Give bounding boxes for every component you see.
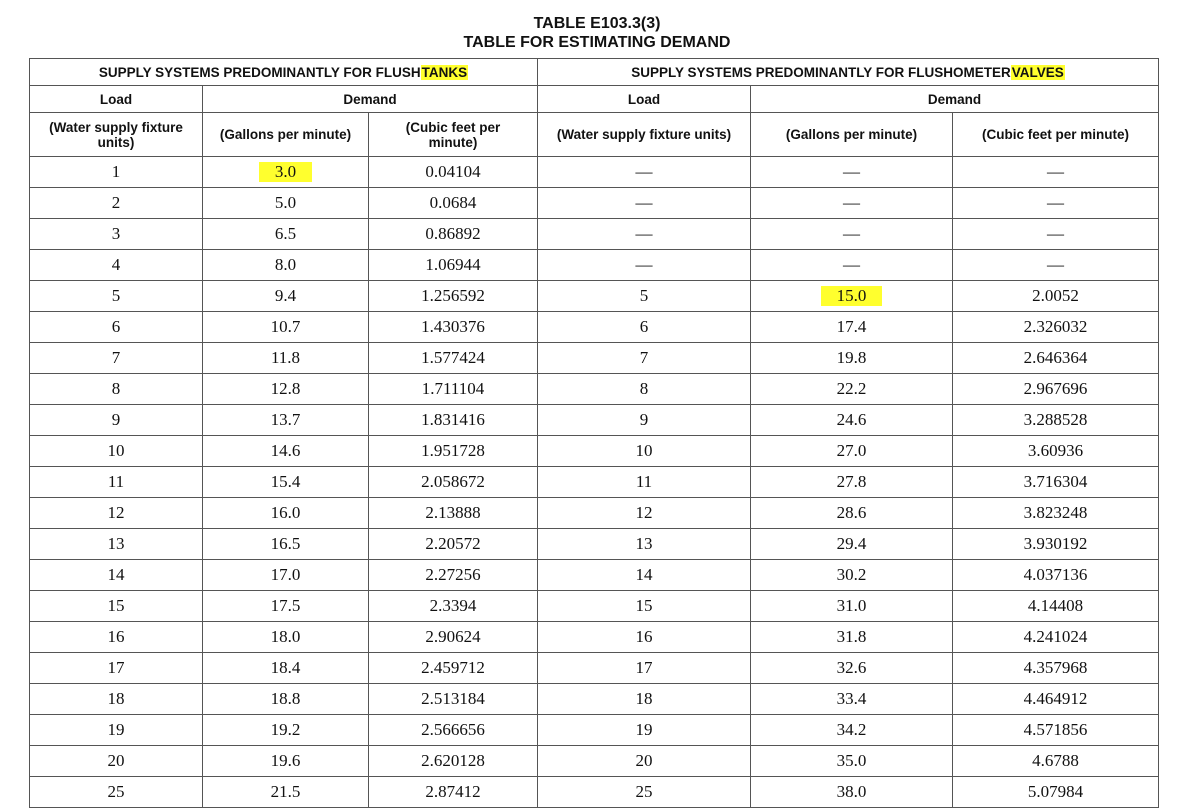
tanks-gpm-cell: 21.5 <box>203 777 369 808</box>
tanks-load-cell: 9 <box>30 405 203 436</box>
valves-gpm-cell: 32.6 <box>751 653 953 684</box>
flush-tanks-group-header <box>30 59 538 86</box>
valves-load-cell: 16 <box>538 622 751 653</box>
valves-gpm-cell: 31.8 <box>751 622 953 653</box>
valves-load-cell: — <box>538 157 751 188</box>
table-row <box>30 436 1159 467</box>
tanks-cfm-cell: 1.951728 <box>369 436 538 467</box>
table-row <box>30 188 1159 219</box>
valves-cfm-cell: 4.357968 <box>953 653 1159 684</box>
tanks-load-cell: 16 <box>30 622 203 653</box>
valves-demand-header: Demand <box>751 86 1159 113</box>
valves-gpm-cell: 17.4 <box>751 312 953 343</box>
units-header-row <box>30 113 1159 157</box>
valves-cfm-cell: 4.037136 <box>953 560 1159 591</box>
table-number: TABLE E103.3(3) <box>533 15 661 32</box>
highlighted-value: 3.0 <box>259 162 312 182</box>
valves-gpm-cell: 35.0 <box>751 746 953 777</box>
table-row <box>30 343 1159 374</box>
tanks-load-cell: 19 <box>30 715 203 746</box>
valves-cfm-cell: 2.646364 <box>953 343 1159 374</box>
tanks-gpm-cell: 18.8 <box>203 684 369 715</box>
tanks-gpm-cell: 13.7 <box>203 405 369 436</box>
tanks-cfm-cell: 2.459712 <box>369 653 538 684</box>
tanks-cfm-cell: 2.3394 <box>369 591 538 622</box>
valves-cfm-cell: 2.0052 <box>953 281 1159 312</box>
valves-cfm-cell: 4.6788 <box>953 746 1159 777</box>
valves-load-cell: 8 <box>538 374 751 405</box>
tanks-cfm-cell: 2.620128 <box>369 746 538 777</box>
tanks-gpm-cell: 16.0 <box>203 498 369 529</box>
table-row <box>30 250 1159 281</box>
valves-load-cell: 6 <box>538 312 751 343</box>
tanks-gpm-cell: 12.8 <box>203 374 369 405</box>
valves-cfm-cell: 2.326032 <box>953 312 1159 343</box>
tanks-cfm-cell: 1.831416 <box>369 405 538 436</box>
tanks-gpm-cell: 18.0 <box>203 622 369 653</box>
tanks-cfm-cell: 1.711104 <box>369 374 538 405</box>
tanks-cfm-cell: 2.058672 <box>369 467 538 498</box>
tanks-load-cell: 20 <box>30 746 203 777</box>
valves-gpm-cell: 27.8 <box>751 467 953 498</box>
tanks-cfm-cell: 2.90624 <box>369 622 538 653</box>
tanks-load-cell: 7 <box>30 343 203 374</box>
valves-gpm-cell: 34.2 <box>751 715 953 746</box>
tanks-cfm-cell: 1.256592 <box>369 281 538 312</box>
tanks-load-cell: 11 <box>30 467 203 498</box>
table-row <box>30 622 1159 653</box>
valves-highlight: VALVES <box>1011 64 1064 80</box>
valves-load-cell: 14 <box>538 560 751 591</box>
table-row <box>30 715 1159 746</box>
tanks-cfm-cell: 2.13888 <box>369 498 538 529</box>
table-row <box>30 560 1159 591</box>
tanks-cfm-cell: 0.04104 <box>369 157 538 188</box>
valves-cfm-cell: 4.14408 <box>953 591 1159 622</box>
valves-gpm-cell: — <box>751 157 953 188</box>
tanks-cfm-cell: 0.86892 <box>369 219 538 250</box>
tanks-load-cell: 17 <box>30 653 203 684</box>
tanks-cfm-cell: 2.513184 <box>369 684 538 715</box>
tanks-load-header: Load <box>30 86 203 113</box>
valves-load-cell: 10 <box>538 436 751 467</box>
tanks-cfm-cell: 0.0684 <box>369 188 538 219</box>
valves-cfm-cell: 4.241024 <box>953 622 1159 653</box>
valves-gpm-cell: — <box>751 250 953 281</box>
flushometer-valves-group-header <box>538 59 1159 86</box>
tanks-cfm-cell: 1.430376 <box>369 312 538 343</box>
valves-load-cell: 5 <box>538 281 751 312</box>
tanks-cfm-header: (Cubic feet per minute) <box>369 113 538 157</box>
table-row <box>30 684 1159 715</box>
valves-gpm-cell: 22.2 <box>751 374 953 405</box>
valves-gpm-header: (Gallons per minute) <box>751 113 953 157</box>
valves-gpm-cell: 38.0 <box>751 777 953 808</box>
table-row <box>30 529 1159 560</box>
tanks-cfm-cell: 1.577424 <box>369 343 538 374</box>
tanks-gpm-cell: 10.7 <box>203 312 369 343</box>
valves-gpm-cell: 31.0 <box>751 591 953 622</box>
tanks-load-cell: 3 <box>30 219 203 250</box>
tanks-gpm-cell: 11.8 <box>203 343 369 374</box>
valves-cfm-cell: 4.464912 <box>953 684 1159 715</box>
valves-cfm-cell: — <box>953 250 1159 281</box>
tanks-gpm-cell: 17.5 <box>203 591 369 622</box>
tanks-gpm-cell: 16.5 <box>203 529 369 560</box>
tanks-gpm-cell: 15.4 <box>203 467 369 498</box>
table-row <box>30 591 1159 622</box>
tanks-load-cell: 18 <box>30 684 203 715</box>
valves-gpm-cell: 19.8 <box>751 343 953 374</box>
valves-cfm-cell: — <box>953 188 1159 219</box>
tanks-load-cell: 25 <box>30 777 203 808</box>
valves-load-cell: 13 <box>538 529 751 560</box>
tanks-gpm-cell: 9.4 <box>203 281 369 312</box>
valves-cfm-cell: 3.930192 <box>953 529 1159 560</box>
valves-load-cell: — <box>538 188 751 219</box>
valves-gpm-cell: 33.4 <box>751 684 953 715</box>
subheader-row <box>30 86 1159 113</box>
valves-load-cell: 20 <box>538 746 751 777</box>
valves-load-cell: — <box>538 250 751 281</box>
valves-gpm-cell: 24.6 <box>751 405 953 436</box>
valves-cfm-cell: 5.07984 <box>953 777 1159 808</box>
valves-load-cell: 17 <box>538 653 751 684</box>
tanks-load-cell: 1 <box>30 157 203 188</box>
flushometer-header-text: SUPPLY SYSTEMS PREDOMINANTLY FOR FLUSHOMETER <box>631 64 1011 80</box>
table-row <box>30 777 1159 808</box>
tanks-load-cell: 2 <box>30 188 203 219</box>
flush-tanks-header-text: SUPPLY SYSTEMS PREDOMINANTLY FOR FLUSH <box>98 64 421 80</box>
table-row <box>30 374 1159 405</box>
valves-cfm-header: (Cubic feet per minute) <box>953 113 1159 157</box>
tanks-gpm-cell <box>203 157 369 188</box>
valves-load-cell: 15 <box>538 591 751 622</box>
tanks-wsfu-header: (Water supply fixture units) <box>30 113 203 157</box>
valves-load-cell: 12 <box>538 498 751 529</box>
table-row <box>30 312 1159 343</box>
valves-cfm-cell: 4.571856 <box>953 715 1159 746</box>
table-title: TABLE FOR ESTIMATING DEMAND <box>463 34 731 51</box>
valves-gpm-cell: 27.0 <box>751 436 953 467</box>
tanks-highlight: TANKS <box>421 64 468 80</box>
table-row <box>30 405 1159 436</box>
table-row <box>30 281 1159 312</box>
valves-gpm-cell: — <box>751 188 953 219</box>
tanks-load-cell: 13 <box>30 529 203 560</box>
valves-gpm-cell: 30.2 <box>751 560 953 591</box>
tanks-load-cell: 5 <box>30 281 203 312</box>
valves-cfm-cell: 3.823248 <box>953 498 1159 529</box>
valves-cfm-cell: 3.716304 <box>953 467 1159 498</box>
table-body <box>30 157 1159 808</box>
valves-cfm-cell: — <box>953 157 1159 188</box>
valves-load-cell: 18 <box>538 684 751 715</box>
group-header-row <box>30 59 1159 86</box>
valves-gpm-cell: 29.4 <box>751 529 953 560</box>
valves-load-header: Load <box>538 86 751 113</box>
valves-cfm-cell: 3.60936 <box>953 436 1159 467</box>
table-title-block <box>0 14 1194 52</box>
valves-gpm-cell: — <box>751 219 953 250</box>
valves-cfm-cell: 2.967696 <box>953 374 1159 405</box>
demand-table <box>29 58 1159 808</box>
tanks-demand-header: Demand <box>203 86 538 113</box>
tanks-load-cell: 6 <box>30 312 203 343</box>
valves-load-cell: 19 <box>538 715 751 746</box>
tanks-gpm-cell: 8.0 <box>203 250 369 281</box>
tanks-cfm-cell: 2.27256 <box>369 560 538 591</box>
tanks-cfm-cell: 1.06944 <box>369 250 538 281</box>
tanks-load-cell: 8 <box>30 374 203 405</box>
table-row <box>30 467 1159 498</box>
tanks-cfm-cell: 2.20572 <box>369 529 538 560</box>
table-row <box>30 746 1159 777</box>
tanks-load-cell: 14 <box>30 560 203 591</box>
tanks-gpm-cell: 5.0 <box>203 188 369 219</box>
tanks-gpm-cell: 18.4 <box>203 653 369 684</box>
valves-load-cell: 9 <box>538 405 751 436</box>
valves-load-cell: — <box>538 219 751 250</box>
table-row <box>30 653 1159 684</box>
table-row <box>30 498 1159 529</box>
tanks-load-cell: 12 <box>30 498 203 529</box>
tanks-load-cell: 4 <box>30 250 203 281</box>
valves-load-cell: 25 <box>538 777 751 808</box>
highlighted-value: 15.0 <box>821 286 883 306</box>
tanks-cfm-cell: 2.566656 <box>369 715 538 746</box>
table-row <box>30 157 1159 188</box>
valves-cfm-cell: 3.288528 <box>953 405 1159 436</box>
valves-cfm-cell: — <box>953 219 1159 250</box>
valves-gpm-cell: 28.6 <box>751 498 953 529</box>
tanks-load-cell: 10 <box>30 436 203 467</box>
tanks-gpm-cell: 17.0 <box>203 560 369 591</box>
valves-wsfu-header: (Water supply fixture units) <box>538 113 751 157</box>
tanks-gpm-cell: 19.2 <box>203 715 369 746</box>
tanks-gpm-cell: 14.6 <box>203 436 369 467</box>
tanks-cfm-cell: 2.87412 <box>369 777 538 808</box>
valves-gpm-cell <box>751 281 953 312</box>
table-row <box>30 219 1159 250</box>
valves-load-cell: 7 <box>538 343 751 374</box>
tanks-load-cell: 15 <box>30 591 203 622</box>
tanks-gpm-header: (Gallons per minute) <box>203 113 369 157</box>
valves-load-cell: 11 <box>538 467 751 498</box>
tanks-gpm-cell: 19.6 <box>203 746 369 777</box>
tanks-gpm-cell: 6.5 <box>203 219 369 250</box>
